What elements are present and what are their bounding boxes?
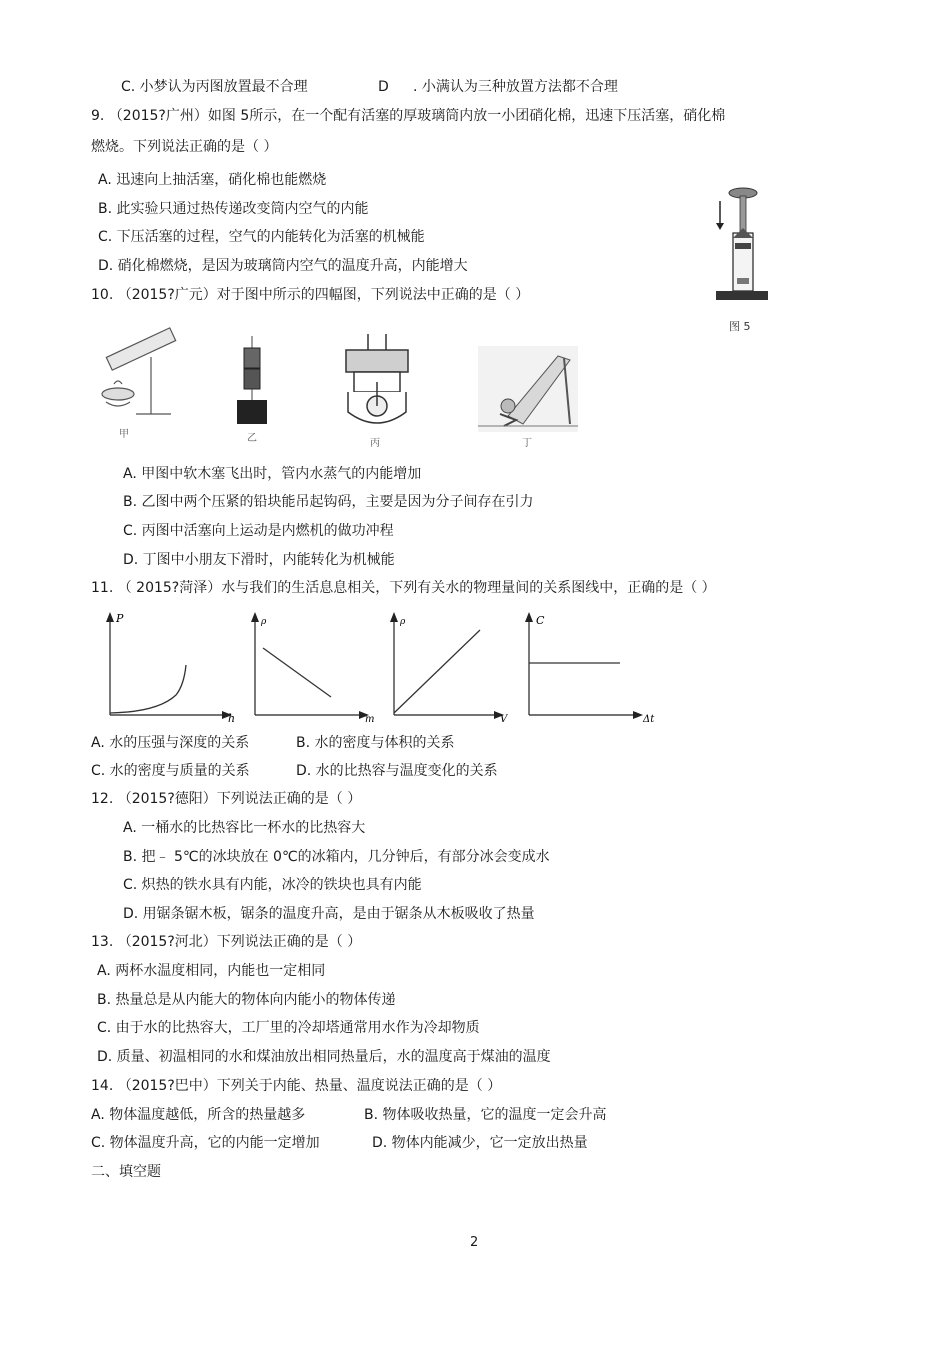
q10-option-a: A. 甲图中软木塞飞出时，管内水蒸气的内能增加: [123, 466, 422, 482]
q9-stem-line2: 燃烧。下列说法正确的是（ ）: [91, 139, 278, 155]
q12-stem: 12. （2015?德阳）下列说法正确的是（ ）: [91, 791, 362, 807]
q10-option-d: D. 丁图中小朋友下滑时，内能转化为机械能: [123, 552, 395, 568]
q10-caption-jia: 甲: [119, 429, 129, 440]
q11-graph-d: [517, 610, 662, 725]
q13-option-b: B. 热量总是从内能大的物体向内能小的物体传递: [97, 992, 396, 1008]
q9-option-d: D. 硝化棉燃烧，是因为玻璃筒内空气的温度升高，内能增大: [98, 258, 468, 274]
graph-d-x-label: Δt: [643, 714, 655, 725]
q9-stem-line1: 9. （2015?广州）如图 5所示，在一个配有活塞的厚玻璃筒内放一小团硝化棉，迅速下压活塞，硝化棉: [91, 108, 726, 124]
q14-option-b: B. 物体吸收热量，它的温度一定会升高: [364, 1107, 607, 1123]
q8-option-d-text: . 小满认为三种放置方法都不合理: [413, 79, 618, 95]
q9-option-b: B. 此实验只通过热传递改变筒内空气的内能: [98, 201, 369, 217]
q14-stem: 14. （2015?巴中）下列关于内能、热量、温度说法正确的是（ ）: [91, 1078, 502, 1094]
q13-option-a: A. 两杯水温度相同，内能也一定相同: [97, 963, 326, 979]
q11-option-a: A. 水的压强与深度的关系: [91, 735, 250, 751]
q10-caption-ding: 丁: [522, 438, 532, 449]
q10-caption-yi: 乙: [247, 433, 257, 444]
graph-b-y-label: ρ: [261, 617, 267, 627]
q10-figure-jia-image: [96, 322, 181, 422]
q8-option-d-letter: D: [378, 79, 389, 95]
q13-stem: 13. （2015?河北）下列说法正确的是（ ）: [91, 934, 362, 950]
q11-graph-c: [382, 610, 522, 725]
fig5-caption: 图 5: [729, 320, 751, 333]
q14-option-d: D. 物体内能减少，它一定放出热量: [372, 1135, 588, 1151]
q8-option-c: C. 小梦认为丙图放置最不合理: [121, 79, 308, 95]
q12-option-b: B. 把﹣ 5℃的冰块放在 0℃的冰箱内，几分钟后，有部分冰会变成水: [123, 849, 550, 865]
q11-graph-a: [98, 610, 238, 725]
graph-c-x-label: V: [500, 714, 508, 725]
graph-a-x-label: h: [228, 712, 236, 725]
q11-stem: 11. （ 2015?菏泽）水与我们的生活息息相关，下列有关水的物理量间的关系图线中，正确的是（ ）: [91, 580, 716, 596]
q14-option-a: A. 物体温度越低，所含的热量越多: [91, 1107, 306, 1123]
q11-option-b: B. 水的密度与体积的关系: [296, 735, 455, 751]
fig5-piston-tube-image: [708, 183, 778, 308]
q11-option-d: D. 水的比热容与温度变化的关系: [296, 763, 498, 779]
section-heading-fill-in: 二、填空题: [91, 1164, 161, 1180]
q9-option-c: C. 下压活塞的过程，空气的内能转化为活塞的机械能: [98, 229, 425, 245]
graph-d-y-label: C: [536, 614, 545, 627]
q13-option-c: C. 由于水的比热容大，工厂里的冷却塔通常用水作为冷却物质: [97, 1020, 480, 1036]
q10-caption-bing: 丙: [370, 438, 380, 449]
graph-b-x-label: m: [365, 714, 375, 725]
graph-c-y-label: ρ: [400, 617, 406, 627]
q11-option-c: C. 水的密度与质量的关系: [91, 763, 250, 779]
q10-figure-bing-image: [338, 332, 416, 432]
q10-option-c: C. 丙图中活塞向上运动是内燃机的做功冲程: [123, 523, 394, 539]
q12-option-c: C. 炽热的铁水具有内能，冰冷的铁块也具有内能: [123, 877, 422, 893]
q14-option-c: C. 物体温度升高，它的内能一定增加: [91, 1135, 320, 1151]
q10-option-b: B. 乙图中两个压紧的铅块能吊起钩码，主要是因为分子间存在引力: [123, 494, 534, 510]
q11-graph-b: [243, 610, 383, 725]
q12-option-d: D. 用锯条锯木板，锯条的温度升高，是由于锯条从木板吸收了热量: [123, 906, 535, 922]
q10-figure-yi-image: [232, 336, 272, 426]
graph-a-y-label: P: [116, 612, 124, 625]
q9-option-a: A. 迅速向上抽活塞，硝化棉也能燃烧: [98, 172, 327, 188]
q10-figure-ding-image: [478, 346, 578, 432]
q10-stem: 10. （2015?广元）对于图中所示的四幅图，下列说法中正确的是（ ）: [91, 287, 530, 303]
q13-option-d: D. 质量、初温相同的水和煤油放出相同热量后，水的温度高于煤油的温度: [97, 1049, 551, 1065]
q12-option-a: A. 一桶水的比热容比一杯水的比热容大: [123, 820, 366, 836]
page-number: 2: [470, 1235, 479, 1250]
